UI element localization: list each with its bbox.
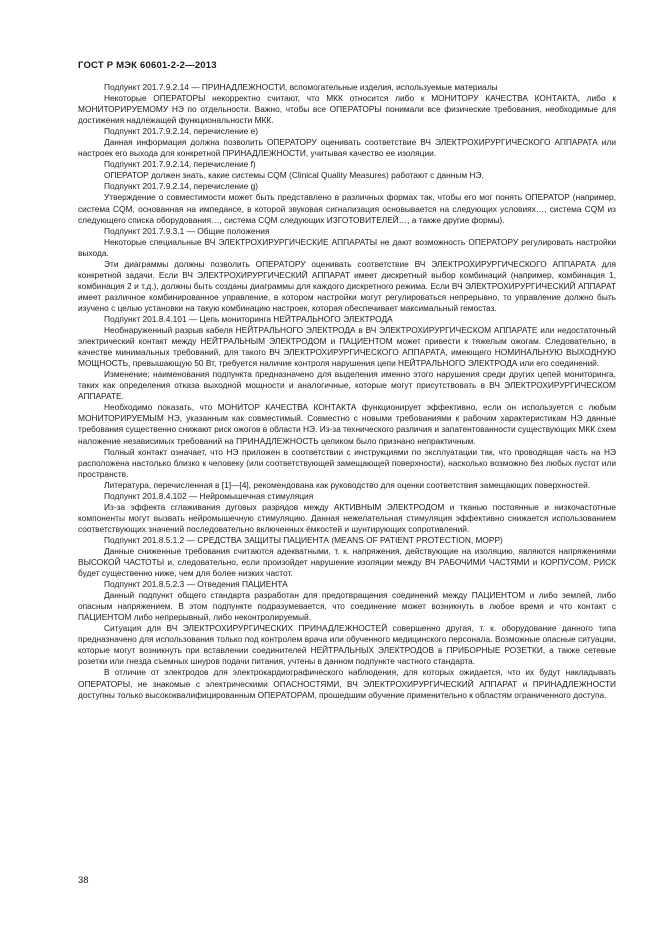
document-header: ГОСТ Р МЭК 60601-2-2—2013	[78, 60, 217, 71]
subclause-heading: Подпункт 201.8.5.1.2 — СРЕДСТВА ЗАЩИТЫ ПАЦИЕНТА (MEANS OF PATIENT PROTECTION, MOPP)	[104, 534, 503, 545]
paragraph: Некоторые специальные ВЧ ЭЛЕКТРОХИРУРГИЧЕСКИЕ АППАРАТЫ не дают возможность ОПЕРАТОРУ регулировать настройки выхода.	[78, 236, 616, 258]
paragraph: Полный контакт означает, что НЭ приложен в соответствии с инструкциями по эксплуатации так, что проводящая часть на НЭ расположена настолько близко к человеку (или соответствующей замещающей поверхности), насколько возможно без любых пустот или пространств.	[78, 446, 616, 479]
paragraph: Ситуация для ВЧ ЭЛЕКТРОХИРУРГИЧЕСКИХ ПРИНАДЛЕЖНОСТЕЙ совершенно другая, т. к. оборудование данного типа предназначено для использования только под контролем врача или обученного медицинского персонала. Возможные опасные ситуации, которые могут возникнуть при вставлении соединителей НЕЙТРАЛЬНЫХ ЭЛЕКТРОДОВ в ПРИБОРНЫЕ РОЗЕТКИ, а также сетевые розетки или гнезда съемных шнуров подачи питания, учтены в данном подпункте частного стандарта.	[78, 623, 616, 667]
subclause-heading: Подпункт 201.8.5.2.3 — Отведения ПАЦИЕНТА	[104, 579, 288, 590]
paragraph: Необнаруженный разрыв кабеля НЕЙТРАЛЬНОГО ЭЛЕКТРОДА в ВЧ ЭЛЕКТРОХИРУРГИЧЕСКОМ АППАРАТЕ или недостаточный электрический контакт между НЕЙТРАЛЬНЫМ ЭЛЕКТРОДОМ и ПАЦИЕНТОМ может привести к тяжелым ожогам. Следовательно, в качестве минимальных требований, для такого ВЧ ЭЛЕКТРОХИРУРГИЧЕСКОГО АППАРАТА, имеющего НОМИНАЛЬНУЮ ВЫХОДНУЮ МОЩНОСТЬ, превышающую 50 Вт, требуется наличие контроля нарушения цепи НЕЙТРАЛЬНОГО ЭЛЕКТРОДА или его соединений.	[78, 325, 616, 369]
page-number: 38	[78, 875, 89, 886]
paragraph: Некоторые ОПЕРАТОРЫ некорректно считают, что МКК относится либо к МОНИТОРУ КАЧЕСТВА КОНТАКТА, либо к МОНИТОРИРУЕМОМУ НЭ по отдельности. Важно, чтобы все ОПЕРАТОРЫ понимали все физические требования, необходимые для достижения надлежащей функциональности МКК.	[78, 93, 616, 126]
paragraph: Данный подпункт общего стандарта разработан для предотвращения соединений между ПАЦИЕНТОМ и либо землей, либо опасным напряжением. В этом подпункте подразумевается, что соединение может возникнуть в любое время и что контакт с ПАЦИЕНТОМ либо непрерывный, либо неконтролируемый.	[78, 590, 616, 623]
paragraph: Эти диаграммы должны позволить ОПЕРАТОРУ оценивать соответствие ВЧ ЭЛЕКТРОХИРУРГИЧЕСКОГО АППАРАТА для конкретной задачи. Если ВЧ ЭЛЕКТРОХИРУРГИЧЕСКИЙ АППАРАТ имеет дискретный выбор комбинаций (например, комбинация 1, комбинация 2 и т.д.), должны быть созданы диаграммы для каждого дискретного режима. Если ВЧ ЭЛЕКТРОХИРУРГИЧЕСКИЙ АППАРАТ имеет различное комбинированное управление, в котором настройки могут регулироваться непрерывно, то управление должно быть изучено с целью установки на такую комбинацию настроек, которая обеспечивает максимальный гемостаз.	[78, 258, 616, 313]
paragraph: Данная информация должна позволить ОПЕРАТОРУ оценивать соответствие ВЧ ЭЛЕКТРОХИРУРГИЧЕСКОГО АППАРАТА или настроек его выхода для конкретной ПРИНАДЛЕЖНОСТИ, учитывая качество ее изоляции.	[78, 137, 616, 159]
paragraph: Изменение: наименования подпункта предназначено для выделения именно этого нарушения среди других цепей мониторинга, таких как определения отказа выходной мощности и аналогичные, которые могут присутствовать в ВЧ ЭЛЕКТРОХИРУРГИЧЕСКОМ АППАРАТЕ.	[78, 369, 616, 402]
paragraph: В отличие от электродов для электрокардиографического наблюдения, для которых ожидается, что их будут накладывать ОПЕРАТОРЫ, не знакомые с электрическими ОПАСНОСТЯМИ, ВЧ ЭЛЕКТРОХИРУРГИЧЕСКИЙ АППАРАТ и ПРИНАДЛЕЖНОСТИ доступны только высококвалифицированным ОПЕРАТОРАМ, прошедшим обучение применительно к областям ограниченного доступа.	[78, 667, 616, 700]
paragraph: Утверждение о совместимости может быть представлено в различных формах так, чтобы его мог понять ОПЕРАТОР (например, система CQM, основанная на импедансе, в которой звуковая сигнализация основывается на следующих условиях…, система CQM из следующего списка оборудования…, система CQM следующих ИЗГОТОВИТЕЛЕЙ…, а также другие формы).	[78, 192, 616, 225]
subclause-heading: Подпункт 201.8.4.102 — Нейромышечная стимуляция	[104, 490, 314, 501]
paragraph: Данные сниженные требования считаются адекватными, т. к. напряжения, действующие на изоляцию, являются напряжениями ВЫСОКОЙ ЧАСТОТЫ и, следовательно, если произойдет нарушение изоляции между ВЧ РАБОЧИМИ ЧАСТЯМИ и КОРПУСОМ, РИСК будет существенно ниже, чем для более низких частот.	[78, 545, 616, 579]
subclause-heading: Подпункт 201.7.9.2.14 — ПРИНАДЛЕЖНОСТИ, вспомогательные изделия, используемые материалы	[104, 82, 498, 92]
subclause-heading: Подпункт 201.7.9.3.1 — Общие положения	[104, 225, 270, 236]
subclause-heading: Подпункт 201.8.4.101 — Цепь мониторинга НЕЙТРАЛЬНОГО ЭЛЕКТРОДА	[104, 313, 393, 324]
subclause-heading: Подпункт 201.7.9.2.14, перечисление g)	[104, 181, 259, 192]
subclause-heading: Подпункт 201.7.9.2.14, перечисление е)	[104, 126, 259, 137]
paragraph: Из-за эффекта сглаживания дуговых разрядов между АКТИВНЫМ ЭЛЕКТРОДОМ и тканью постоянные и низкочастотные компоненты могут вызвать нейромышечную стимуляцию. Данная нежелательная стимуляция эффективно снижается использованием соответствующих значений последовательно включенных ёмкостей и шунтирующих сопротивлений.	[78, 501, 616, 534]
paragraph: ОПЕРАТОР должен знать, какие системы CQM (Clinical Quality Measures) работают с данным НЭ.	[104, 170, 484, 181]
paragraph: Необходимо показать, что МОНИТОР КАЧЕСТВА КОНТАКТА функционирует эффективно, если он используется с любым МОНИТОРИРУЕМЫМ НЭ, указанным как совместимый. Совместно с новыми требованиями к рабочим характеристикам НЭ данные требования существенно снижают риск ожогов в области НЭ. Из-за технического различия и запатентованности существующих МКК схем наложение независимых требований на ПРИНАДЛЕЖНОСТЬ целиком было признано непрактичным.	[78, 402, 616, 446]
page-body	[78, 82, 616, 701]
paragraph: Литература, перечисленная в [1]—[4], рекомендована как руководство для оценки соответствия замещающих поверхностей.	[104, 479, 591, 490]
subclause-heading: Подпункт 201.7.9.2.14, перечисление f)	[104, 159, 256, 170]
